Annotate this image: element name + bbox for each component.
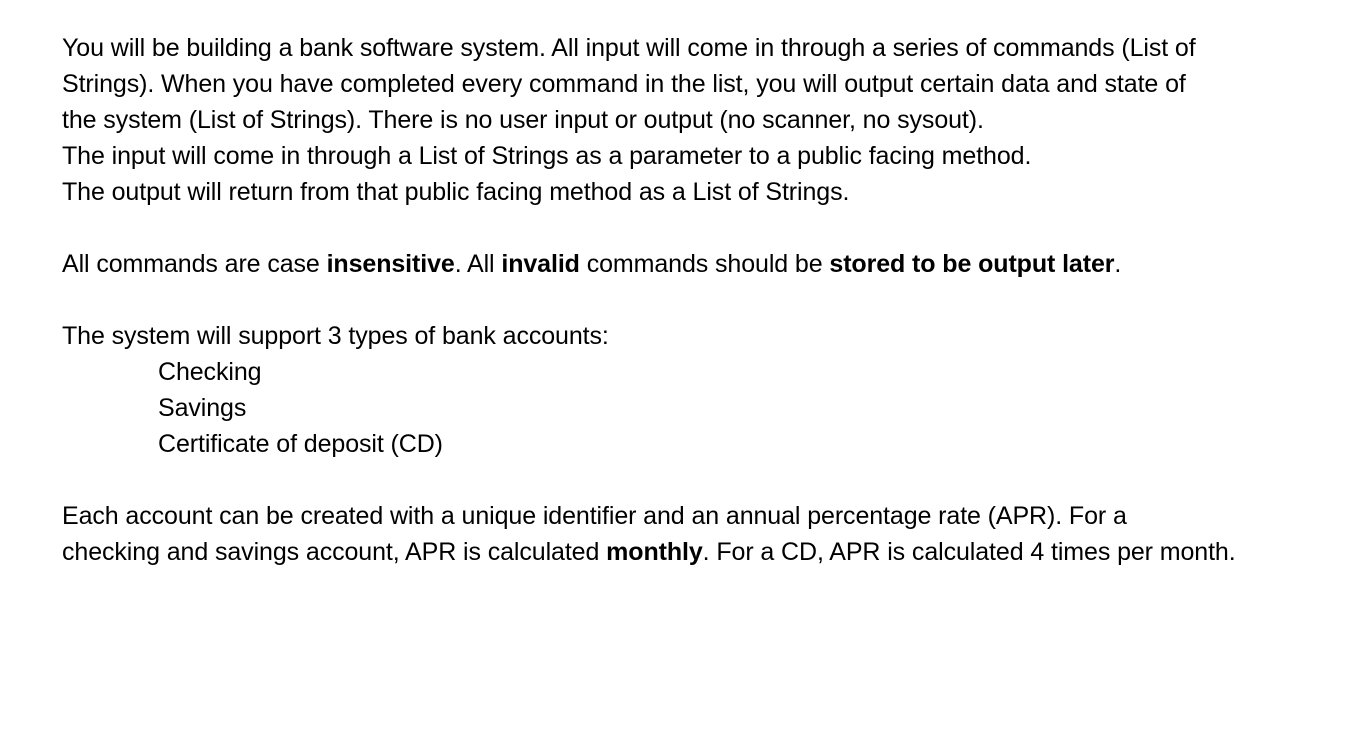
apr-text-1: checking and savings account, APR is calculated: [62, 538, 607, 566]
commands-text-2: . All: [454, 250, 502, 278]
paragraph-spacer: [62, 282, 1352, 318]
account-types-heading: The system will support 3 types of bank accounts:: [62, 322, 609, 350]
commands-text-1: All commands are case: [62, 250, 327, 278]
account-type-item: Checking: [158, 358, 262, 386]
intro-line-1: You will be building a bank software system. All input will come in through a series of commands (List of: [62, 34, 1196, 62]
commands-bold-stored: stored to be output later: [829, 250, 1115, 278]
document-page: [62, 30, 1352, 570]
apr-line-1: Each account can be created with a unique identifier and an annual percentage rate (APR). For a: [62, 502, 1127, 530]
commands-text-4: .: [1114, 250, 1122, 278]
account-type-item: Savings: [158, 394, 247, 422]
account-type-item: Certificate of deposit (CD): [158, 430, 443, 458]
apr-line-2: [62, 534, 1352, 570]
paragraph-spacer: [62, 210, 1352, 246]
intro-line-4: The input will come in through a List of Strings as a parameter to a public facing method.: [62, 142, 1032, 170]
intro-line-2: Strings). When you have completed every command in the list, you will output certain data and state of: [62, 70, 1186, 98]
commands-bold-invalid: invalid: [501, 250, 580, 278]
intro-line-3: the system (List of Strings). There is no user input or output (no scanner, no sysout).: [62, 106, 984, 134]
commands-paragraph: [62, 246, 1352, 282]
apr-text-2: . For a CD, APR is calculated 4 times per month.: [702, 538, 1236, 566]
apr-bold-monthly: monthly: [606, 538, 703, 566]
commands-text-3: commands should be: [579, 250, 830, 278]
commands-bold-insensitive: insensitive: [326, 250, 455, 278]
paragraph-spacer: [62, 462, 1352, 498]
intro-line-5: The output will return from that public facing method as a List of Strings.: [62, 178, 850, 206]
